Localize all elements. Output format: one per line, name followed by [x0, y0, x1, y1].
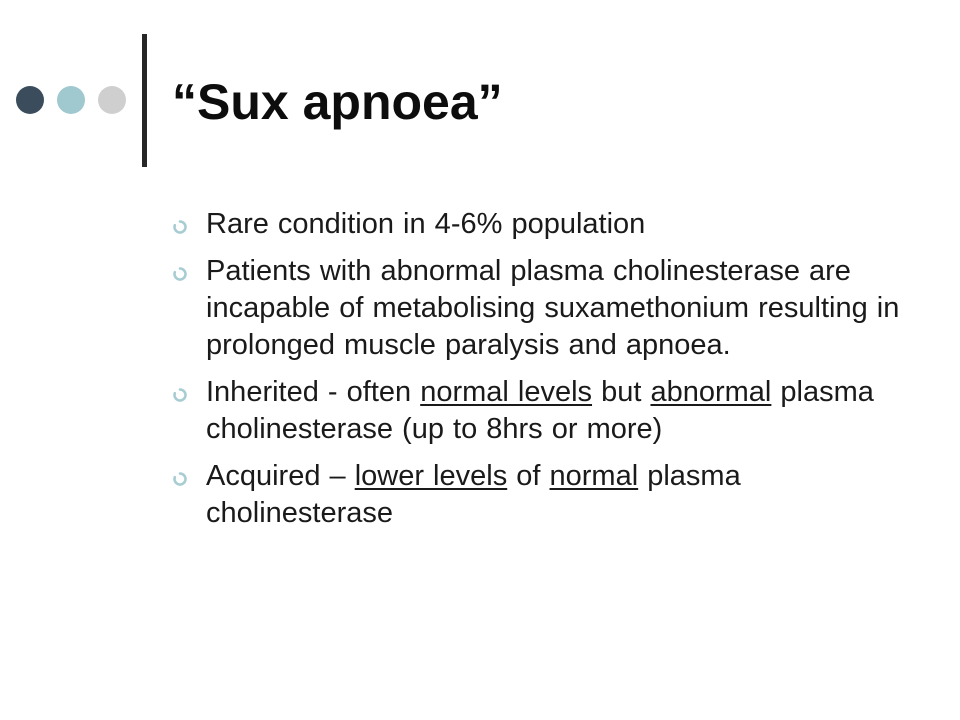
ring-bullet-icon — [172, 219, 188, 235]
bullet-text: plasma cholinesterase — [206, 460, 741, 529]
bullet-item — [172, 253, 902, 364]
bullet-text: plasma cholinesterase (up to 8hrs or more) — [206, 376, 874, 445]
bullet-item — [172, 458, 902, 532]
decorative-dots — [16, 86, 126, 114]
title-divider — [142, 34, 147, 167]
ring-bullet-icon — [172, 471, 188, 487]
bullet-text: Patients with abnormal plasma cholinesterase are incapable of metabolising suxamethonium resulting in prolonged muscle paralysis and apnoea. — [206, 255, 900, 361]
bullet-text: Rare condition in 4-6% population — [206, 208, 646, 240]
bullet-item — [172, 206, 902, 243]
gray-dot-icon — [98, 86, 126, 114]
bullet-text: but — [592, 376, 651, 408]
underlined-text: lower levels — [354, 460, 508, 492]
slide-title: “Sux apnoea” — [172, 74, 503, 130]
ring-bullet-icon — [172, 387, 188, 403]
underlined-text: abnormal — [650, 376, 772, 408]
bullet-text: Acquired – — [206, 460, 355, 492]
ring-bullet-icon — [172, 266, 188, 282]
dark-dot-icon — [16, 86, 44, 114]
underlined-text: normal levels — [420, 376, 593, 408]
underlined-text: normal — [549, 460, 639, 492]
teal-dot-icon — [57, 86, 85, 114]
bullet-list — [172, 206, 902, 542]
bullet-text: Inherited - often — [206, 376, 421, 408]
bullet-item — [172, 374, 902, 448]
bullet-text: of — [507, 460, 550, 492]
